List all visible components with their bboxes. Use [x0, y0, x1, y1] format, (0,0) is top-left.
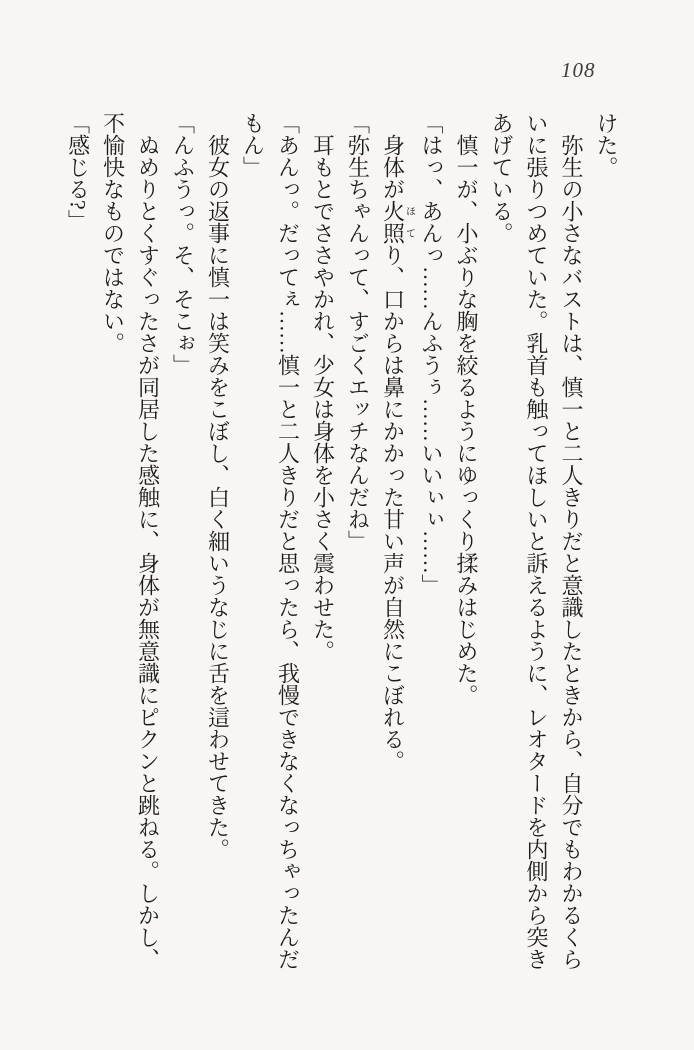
- text-block: [62, 112, 624, 980]
- dialogue-line: 「あんっ。だってぇ……慎一と二人きりだと思ったら、我慢できなくなっちゃったんだもん」: [240, 112, 301, 970]
- narration-line: 耳もとでささやかれ、少女は身体を小さく震わせた。: [310, 134, 336, 662]
- narration-line: けた。: [594, 112, 619, 178]
- dialogue-line: 「感じる?」: [65, 112, 91, 232]
- narration-line: 慎一が、小ぶりな胸を絞るようにゆっくり揉みはじめた。: [454, 134, 479, 706]
- furigana-text: ほて: [403, 200, 415, 244]
- page-number: 108: [561, 58, 596, 82]
- narration-line: 弥生の小さなバストは、慎一と二人きりだと意識したときから、自分でもわかるくらいに張りつめていた。乳首も触ってほしいと訴えるように、レオタードを内側から突きあげている。: [489, 112, 584, 970]
- furigana-ruby: 火照ほて: [380, 200, 415, 244]
- narration-line: ぬめりとくすぐったさが同居した感触に、身体が無意識にピクンと跳ねる。しかし、不愉快なものではない。: [100, 112, 161, 970]
- dialogue-line: 「はっ、あんっ……んふうぅ……いいぃぃ……」: [419, 112, 444, 596]
- narration-line: 身体が火照ほてり、口からは鼻にかかった甘い声が自然にこぼれる。: [380, 134, 415, 772]
- narration-line: 彼女の返事に慎一は笑みをこぼし、白く細いうなじに舌を這わせてきた。: [205, 134, 231, 860]
- dialogue-line: 「んふうっ。そ、そこぉ」: [170, 112, 196, 376]
- dialogue-line: 「弥生ちゃんって、すごくエッチなんだね」: [345, 112, 371, 552]
